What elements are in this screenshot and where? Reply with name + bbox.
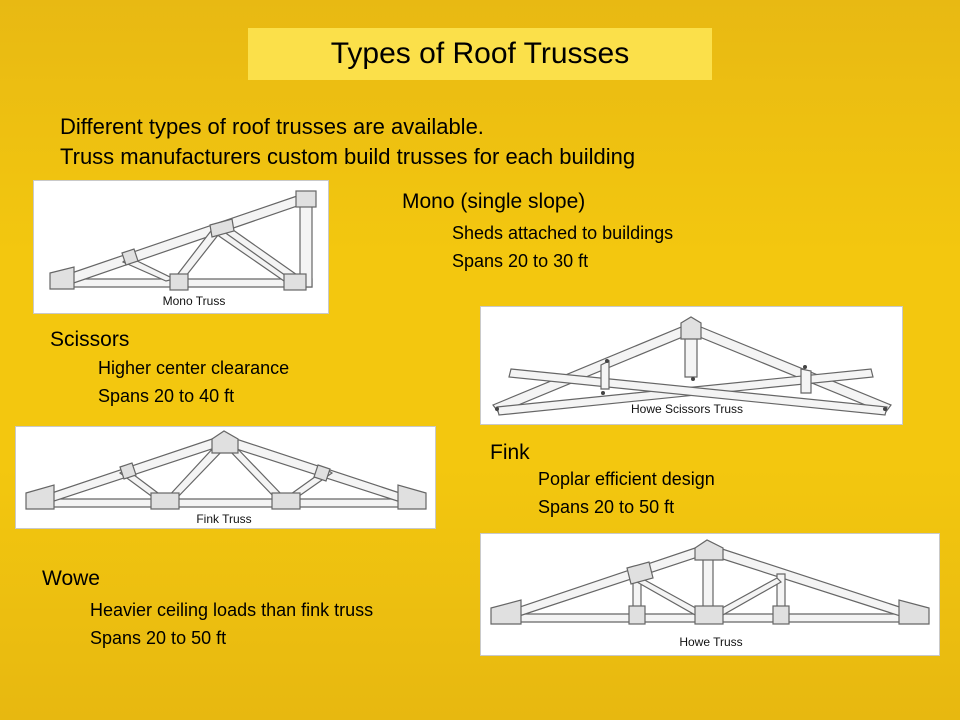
wowe-heading: Wowe (42, 567, 100, 590)
mono-truss-image (33, 180, 329, 314)
fink-detail-1: Poplar efficient design (538, 469, 715, 489)
mono-web-3 (216, 228, 292, 281)
mono-plate-3 (296, 191, 316, 207)
wowe-details (90, 596, 373, 652)
slide-title: Types of Roof Trusses (330, 37, 630, 70)
fink-bottom-chord (30, 499, 422, 507)
mono-detail-1: Sheds attached to buildings (452, 223, 674, 243)
mono-caption: Mono Truss (162, 294, 226, 308)
howe-left-heel-plate (491, 600, 521, 624)
mono-truss-diagram (34, 181, 328, 313)
scissors-web-right (801, 369, 811, 393)
intro-line-2: Truss manufacturers custom build trusses for each building (60, 144, 636, 169)
howe-right-heel-plate (899, 600, 929, 624)
scissors-bolt-5 (803, 365, 807, 369)
fink-truss-diagram (16, 427, 435, 528)
howe-diagonal-right (715, 578, 781, 616)
fink-plate-2 (272, 493, 300, 509)
howe-plate-top-left (627, 562, 653, 584)
howe-diagonal-left (637, 578, 703, 616)
fink-left-heel-plate (26, 485, 54, 509)
mono-plate-1 (170, 274, 188, 290)
mono-end-post (300, 195, 312, 287)
scissors-detail-1: Higher center clearance (98, 358, 290, 378)
fink-plate-1 (151, 493, 179, 509)
slide-title-box (248, 28, 712, 80)
mono-plate-2 (284, 274, 306, 290)
howe-right-top-chord (701, 544, 927, 622)
fink-heading: Fink (490, 441, 530, 464)
scissors-peak-plate (681, 317, 701, 339)
howe-truss-diagram (481, 534, 939, 655)
scissors-bolt-3 (601, 391, 605, 395)
scissors-bolt-4 (691, 377, 695, 381)
intro-line-1: Different types of roof trusses are available. (60, 114, 484, 139)
fink-details (538, 465, 715, 521)
howe-peak-plate (695, 540, 723, 560)
fink-detail-2: Spans 20 to 50 ft (538, 497, 675, 517)
howe-left-top-chord (493, 544, 713, 622)
scissors-truss-image (480, 306, 903, 425)
scissors-truss-diagram (481, 307, 902, 424)
fink-peak-plate (212, 431, 238, 453)
mono-heading: Mono (single slope) (402, 190, 586, 213)
scissors-heading: Scissors (50, 328, 130, 351)
scissors-caption: Howe Scissors Truss (630, 402, 744, 416)
scissors-bolt-2 (605, 359, 609, 363)
scissors-bolt-1 (495, 407, 499, 411)
mono-detail-2: Spans 20 to 30 ft (452, 251, 589, 271)
mono-heel-plate (50, 267, 74, 289)
intro-text (60, 112, 635, 172)
howe-vertical-center (703, 552, 713, 614)
fink-truss-image (15, 426, 436, 529)
howe-caption: Howe Truss (679, 635, 743, 649)
scissors-detail-2: Spans 20 to 40 ft (98, 386, 235, 406)
wowe-detail-2: Spans 20 to 50 ft (90, 628, 227, 648)
fink-right-heel-plate (398, 485, 426, 509)
howe-plate-left (629, 606, 645, 624)
howe-plate-center (695, 606, 723, 624)
howe-plate-right (773, 606, 789, 624)
wowe-detail-1: Heavier ceiling loads than fink truss (90, 600, 374, 620)
scissors-details (98, 354, 289, 410)
mono-details (452, 219, 673, 275)
scissors-bolt-6 (883, 407, 887, 411)
howe-truss-image (480, 533, 940, 656)
scissors-web-left (601, 361, 609, 389)
fink-caption: Fink Truss (196, 512, 252, 526)
